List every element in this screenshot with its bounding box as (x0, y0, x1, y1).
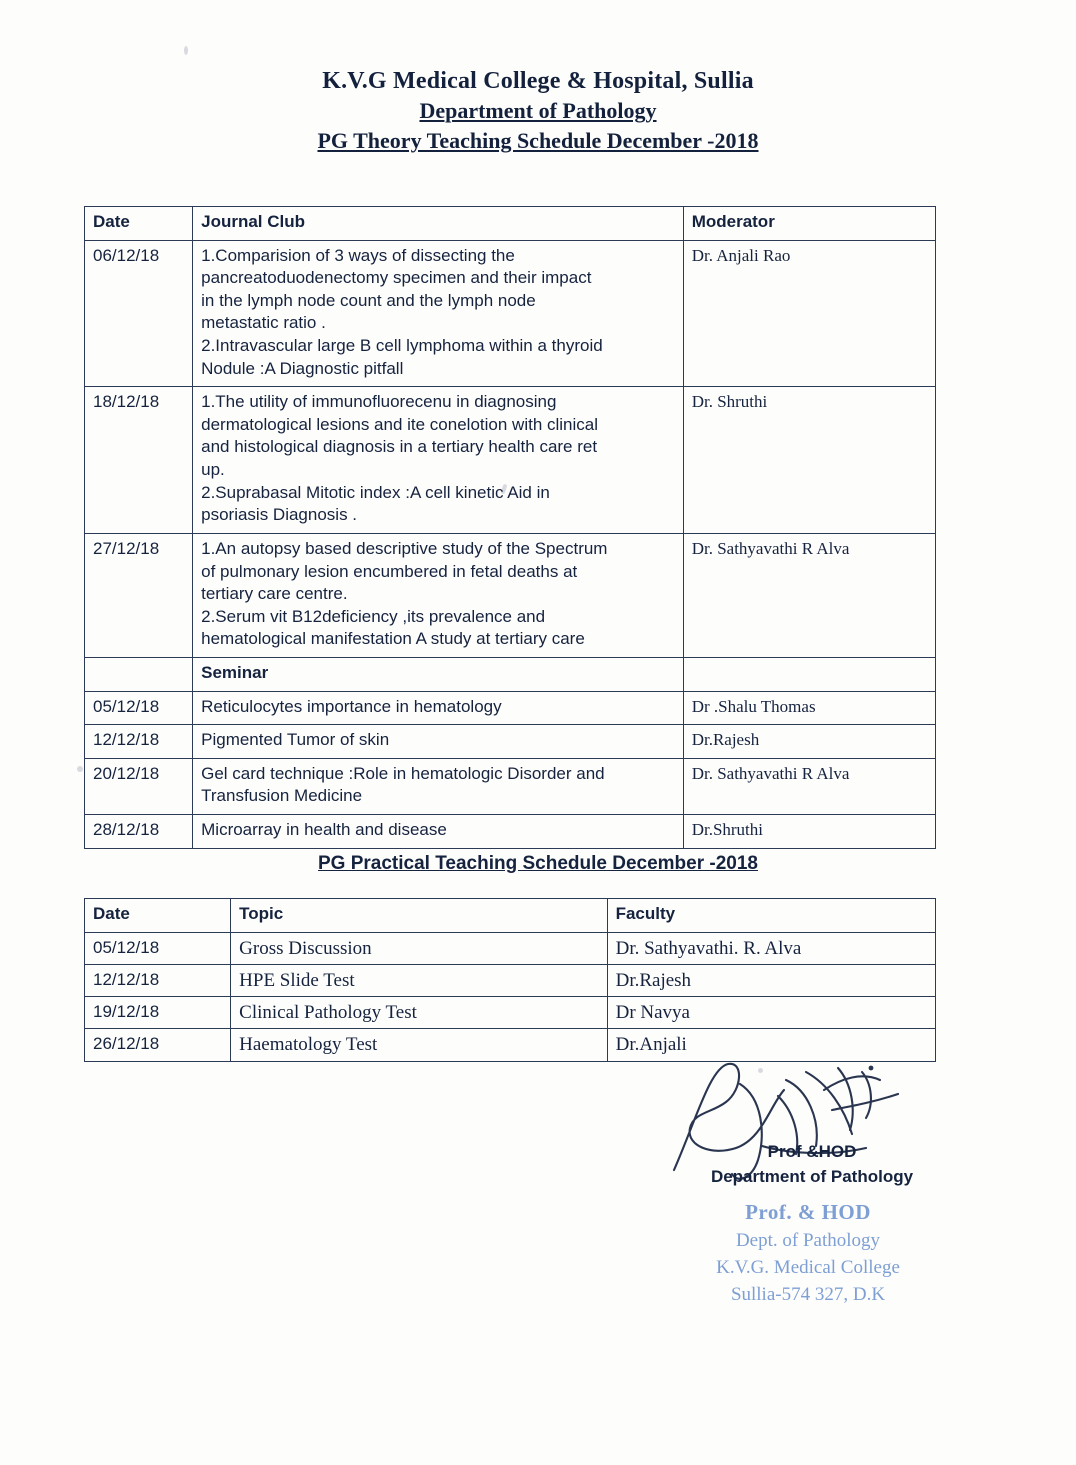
signature-department: Department of Pathology (710, 1166, 914, 1186)
column-header-date: Date (85, 207, 193, 241)
cell-date: 06/12/18 (85, 240, 193, 387)
cell-date: 28/12/18 (85, 815, 193, 849)
table-row (85, 1029, 936, 1061)
cell-faculty: Dr. Sathyavathi. R. Alva (607, 932, 935, 964)
stamp-line-2: Dept. of Pathology (735, 1229, 881, 1251)
institution-name: K.V.G Medical College & Hospital, Sullia (322, 68, 754, 94)
text-line: 2.Intravascular large B cell lymphoma within a thyroid (201, 336, 603, 356)
cell-journal-club (193, 533, 684, 657)
text-line: 1.Comparision of 3 ways of dissecting the (201, 245, 515, 265)
column-header-date: Date (85, 899, 231, 933)
cell-moderator: Dr .Shalu Thomas (683, 691, 935, 725)
table-header-row (85, 899, 936, 933)
cell-date: 19/12/18 (85, 997, 231, 1029)
text-line: pancreatoduodenectomy specimen and their impact (201, 268, 592, 288)
cell-seminar-topic (193, 691, 684, 725)
cell-journal-club (193, 240, 684, 387)
text-line: 1.An autopsy based descriptive study of the Spectrum (201, 538, 608, 558)
table-row (85, 964, 936, 996)
cell-date: 20/12/18 (85, 758, 193, 814)
text-line: Microarray in health and disease (201, 820, 447, 840)
column-header-faculty: Faculty (607, 899, 935, 933)
table-row (85, 387, 936, 534)
text-line: up. (201, 460, 225, 480)
section-row-seminar (85, 657, 936, 691)
cell-moderator: Dr.Shruthi (683, 815, 935, 849)
department-name: Department of Pathology (419, 98, 657, 123)
cell-faculty: Dr.Anjali (607, 1029, 935, 1061)
practical-schedule-table (84, 898, 936, 1062)
signature-block (642, 1140, 982, 1189)
cell-moderator: Dr.Rajesh (683, 725, 935, 759)
page-title: PG Theory Teaching Schedule December -2018 (317, 128, 759, 153)
official-stamp (648, 1198, 968, 1309)
text-line: 2.Suprabasal Mitotic index :A cell kinetic Aid in (201, 482, 550, 502)
stamp-line-4: Sullia-574 327, D.K (730, 1283, 886, 1305)
cell-faculty: Dr Navya (607, 997, 935, 1029)
table-row (85, 725, 936, 759)
text-line: and histological diagnosis in a tertiary health care ret (201, 437, 598, 457)
cell-seminar-topic (193, 725, 684, 759)
table-row (85, 691, 936, 725)
cell-date: 05/12/18 (85, 691, 193, 725)
cell-topic: Haematology Test (231, 1029, 607, 1061)
text-line: dermatological lesions and ite conelotion with clinical (201, 414, 599, 434)
text-line: in the lymph node count and the lymph node (201, 290, 536, 310)
cell-journal-club (193, 387, 684, 534)
text-line: hematological manifestation A study at tertiary care (201, 629, 585, 649)
text-line: Gel card technique :Role in hematologic Disorder and (201, 763, 605, 783)
table-row (85, 932, 936, 964)
scan-speck (77, 766, 83, 772)
text-line: metastatic ratio . (201, 313, 326, 333)
text-line: 2.Serum vit B12deficiency ,its prevalence and (201, 606, 546, 626)
cell-seminar-topic (193, 758, 684, 814)
cell-empty (85, 657, 193, 691)
cell-date: 12/12/18 (85, 725, 193, 759)
cell-moderator: Dr. Sathyavathi R Alva (683, 533, 935, 657)
table-row (85, 758, 936, 814)
cell-moderator: Dr. Sathyavathi R Alva (683, 758, 935, 814)
column-header-moderator: Moderator (683, 207, 935, 241)
cell-date: 12/12/18 (85, 964, 231, 996)
text-line: Pigmented Tumor of skin (201, 730, 390, 750)
cell-faculty: Dr.Rajesh (607, 964, 935, 996)
stamp-line-1: Prof. & HOD (745, 1200, 871, 1224)
table-row (85, 533, 936, 657)
section-label-seminar: Seminar (193, 657, 684, 691)
document-header (0, 0, 1076, 154)
text-line: tertiary care centre. (201, 584, 348, 604)
signature-role: Prof &HOD (767, 1142, 857, 1161)
cell-topic: Clinical Pathology Test (231, 997, 607, 1029)
text-line: Transfusion Medicine (201, 786, 363, 806)
theory-schedule-table (84, 206, 936, 849)
practical-schedule-title: PG Practical Teaching Schedule December -2018 (317, 853, 758, 874)
cell-date: 26/12/18 (85, 1029, 231, 1061)
text-line: Nodule :A Diagnostic pitfall (201, 358, 404, 378)
cell-date: 05/12/18 (85, 932, 231, 964)
text-line: of pulmonary lesion encumbered in fetal deaths at (201, 561, 578, 581)
text-line: Reticulocytes importance in hematology (201, 696, 502, 716)
cell-topic: Gross Discussion (231, 932, 607, 964)
column-header-journal-club: Journal Club (193, 207, 684, 241)
column-header-topic: Topic (231, 899, 607, 933)
cell-seminar-topic (193, 815, 684, 849)
cell-topic: HPE Slide Test (231, 964, 607, 996)
table-row (85, 997, 936, 1029)
table-header-row (85, 207, 936, 241)
text-line: psoriasis Diagnosis . (201, 505, 358, 525)
cell-date: 27/12/18 (85, 533, 193, 657)
cell-moderator: Dr. Anjali Rao (683, 240, 935, 387)
cell-moderator: Dr. Shruthi (683, 387, 935, 534)
scan-speck (758, 1068, 763, 1073)
cell-date: 18/12/18 (85, 387, 193, 534)
table-row (85, 815, 936, 849)
cell-empty (683, 657, 935, 691)
stamp-line-3: K.V.G. Medical College (716, 1256, 900, 1278)
text-line: 1.The utility of immunofluorecenu in diagnosing (201, 392, 557, 412)
table-row (85, 240, 936, 387)
scan-speck (184, 46, 188, 55)
